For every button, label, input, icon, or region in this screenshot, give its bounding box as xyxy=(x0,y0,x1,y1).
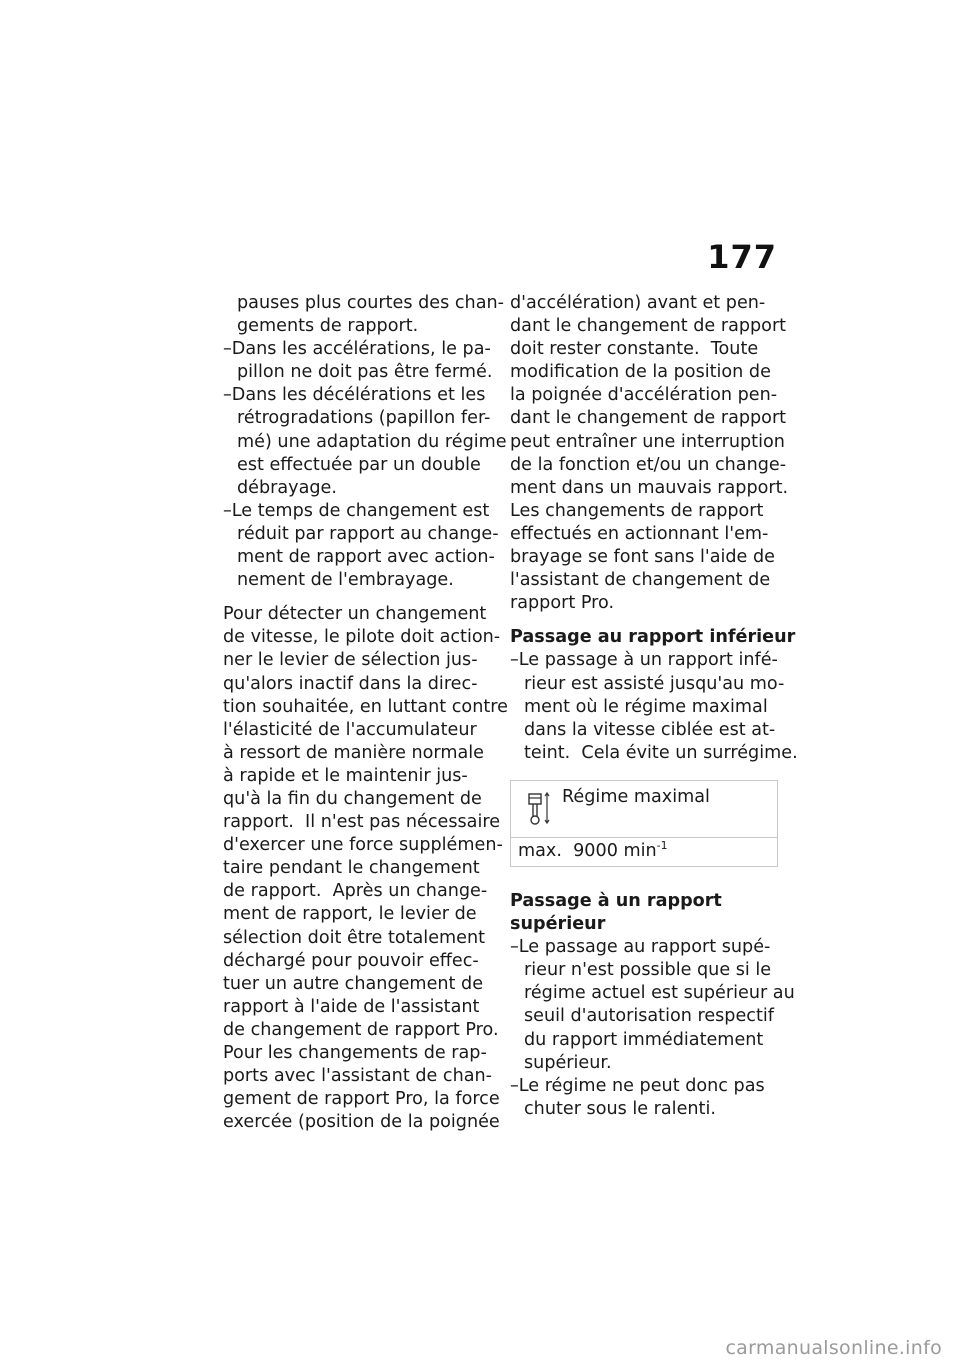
text-line: régime actuel est supérieur au xyxy=(524,983,795,1004)
left-column xyxy=(223,292,508,1134)
spec-value-exponent: -1 xyxy=(656,838,668,852)
paragraph-line: Les changements de rapport xyxy=(510,500,764,521)
paragraph-line: Pour détecter un changement xyxy=(223,604,487,625)
text-line: chuter sous le ralenti. xyxy=(524,1098,716,1119)
text-line: est effectuée par un double xyxy=(237,454,481,475)
text-line: du rapport immédiatement xyxy=(524,1029,764,1050)
watermark-link[interactable]: carmanualsonline.info xyxy=(725,1337,942,1359)
paragraph-line: ports avec l'assistant de chan- xyxy=(223,1066,493,1087)
spec-box xyxy=(510,780,778,867)
paragraph-line: modification de la position de xyxy=(510,362,771,383)
paragraph-line: de vitesse, le pilote doit action- xyxy=(223,627,501,648)
paragraph-line: dant le changement de rapport xyxy=(510,316,787,337)
paragraph-line: à rapide et le maintenir jus- xyxy=(223,765,468,786)
paragraph-line: déchargé pour pouvoir effec- xyxy=(223,950,479,971)
bullet-item: –Le temps de changement est xyxy=(223,500,490,521)
bullet-item: –Dans les décélérations et les xyxy=(223,385,486,406)
paragraph-line: l'assistant de changement de xyxy=(510,570,771,591)
text-line: débrayage. xyxy=(237,477,337,498)
text-line: seuil d'autorisation respectif xyxy=(524,1006,774,1027)
paragraph-line: ment dans un mauvais rapport. xyxy=(510,477,789,498)
spec-header xyxy=(511,781,777,838)
text-line: nement de l'embrayage. xyxy=(237,570,454,591)
text-line: rétrogradations (papillon fer- xyxy=(237,408,491,429)
paragraph-line: dant le changement de rapport xyxy=(510,408,787,429)
bullet-item: –Le passage à un rapport infé- xyxy=(510,650,778,671)
text-line: pillon ne doit pas être fermé. xyxy=(237,362,493,383)
text-line: mé) une adaptation du régime xyxy=(237,431,507,452)
page-number: 177 xyxy=(707,238,777,276)
text-line: ment où le régime maximal xyxy=(524,696,768,717)
paragraph-line: doit rester constante. Toute xyxy=(510,339,759,360)
text-line: teint. Cela évite un surrégime. xyxy=(524,742,798,763)
upshift-heading: supérieur xyxy=(510,914,606,935)
piston-gauge-icon xyxy=(527,791,551,834)
paragraph-line: rapport à l'aide de l'assistant xyxy=(223,996,480,1017)
bullet-item: –Dans les accélérations, le pa- xyxy=(223,339,491,360)
paragraph-line: la poignée d'accélération pen- xyxy=(510,385,778,406)
paragraph-line: tion souhaitée, en luttant contre xyxy=(223,696,508,717)
paragraph-line: de la fonction et/ou un change- xyxy=(510,454,787,475)
paragraph-line: Pour les changements de rap- xyxy=(223,1043,487,1063)
spec-title: Régime maximal xyxy=(562,786,710,807)
upshift-heading: Passage à un rapport xyxy=(510,890,722,911)
paragraph-line: qu'alors inactif dans la direc- xyxy=(223,673,478,694)
paragraph-line: à ressort de manière normale xyxy=(223,742,484,763)
right-column xyxy=(510,292,798,1121)
paragraph-line: ment de rapport, le levier de xyxy=(223,904,477,925)
spec-value-row xyxy=(511,838,777,866)
paragraph-line: sélection doit être totalement xyxy=(223,927,486,948)
paragraph-line: d'accélération) avant et pen- xyxy=(510,293,766,313)
spec-value: max. 9000 min xyxy=(518,840,657,861)
downshift-heading: Passage au rapport inférieur xyxy=(510,627,796,648)
text-line: ment de rapport avec action- xyxy=(237,547,495,568)
text-line: rieur n'est possible que si le xyxy=(524,960,772,981)
paragraph-line: peut entraîner une interruption xyxy=(510,431,785,452)
text-line: réduit par rapport au change- xyxy=(237,523,499,544)
paragraph-line: effectués en actionnant l'em- xyxy=(510,523,769,544)
text-line: supérieur. xyxy=(524,1052,612,1073)
paragraph-line: brayage se font sans l'aide de xyxy=(510,547,775,568)
paragraph-line: gement de rapport Pro, la force xyxy=(223,1089,500,1110)
paragraph-line: rapport. Il n'est pas nécessaire xyxy=(223,812,501,833)
bullet-item: –Le régime ne peut donc pas xyxy=(510,1075,765,1096)
paragraph-line: taire pendant le changement xyxy=(223,858,480,879)
paragraph-gap xyxy=(223,592,493,603)
text-line: dans la vitesse ciblée est at- xyxy=(524,719,776,740)
paragraph-line: de rapport. Après un change- xyxy=(223,881,488,902)
paragraph-gap xyxy=(510,867,782,890)
text-line: gements de rapport. xyxy=(237,316,419,337)
paragraph-line: l'élasticité de l'accumulateur xyxy=(223,719,477,740)
paragraph-line: tuer un autre changement de xyxy=(223,973,484,994)
bullet-item: –Le passage au rapport supé- xyxy=(510,937,771,958)
text-line: pauses plus courtes des chan- xyxy=(237,293,504,313)
paragraph-line: qu'à la fin du changement de xyxy=(223,788,482,809)
paragraph-line: rapport Pro. xyxy=(510,593,615,614)
paragraph-line: de changement de rapport Pro. xyxy=(223,1019,499,1040)
paragraph-gap xyxy=(510,615,782,626)
text-line: rieur est assisté jusqu'au mo- xyxy=(524,673,785,694)
paragraph-line: exercée (position de la poignée xyxy=(223,1112,500,1133)
paragraph-line: ner le levier de sélection jus- xyxy=(223,650,478,671)
paragraph-line: d'exercer une force supplémen- xyxy=(223,835,503,856)
